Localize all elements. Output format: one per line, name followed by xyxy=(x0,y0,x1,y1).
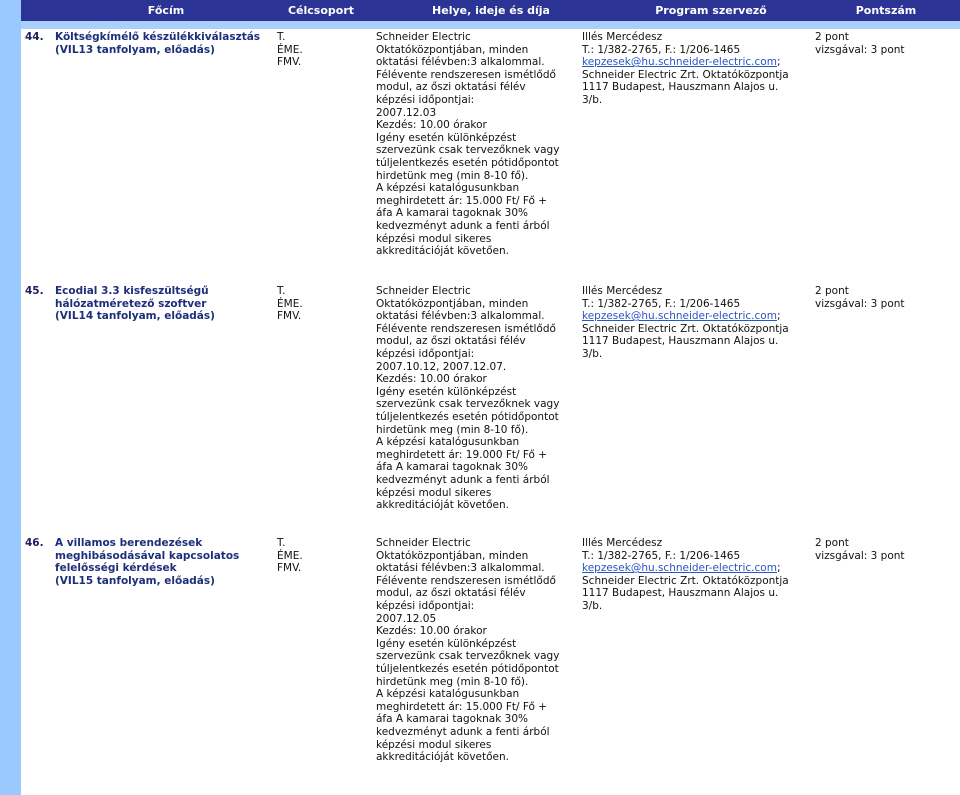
org-address: Schneider Electric Zrt. Oktatóközpontja 1117 Budapest, Hauszmann Alajos u. 3/b. xyxy=(582,322,789,360)
header-subbar xyxy=(21,21,960,29)
table-header xyxy=(21,0,960,21)
org-email-link[interactable]: kepzesek@hu.schneider-electric.com xyxy=(582,56,777,69)
row-title: Ecodial 3.3 kisfeszültségű hálózatméretező szoftver (VIL14 tanfolyam, előadás) xyxy=(55,285,215,323)
left-margin-strip xyxy=(0,0,21,795)
separator: ; xyxy=(776,562,781,575)
row-title: A villamos berendezések meghibásodásával kapcsolatos felelősségi kérdések (VIL15 tanfolyam, előadás) xyxy=(55,537,240,587)
header-helye: Helye, ideje és díja xyxy=(432,4,550,17)
row-place: Schneider Electric Oktatóközpontjában, minden oktatási félévben:3 alkalommal. Félévente rendszeresen ismétlődő modul, az őszi oktatási félév képzési időpontjai: 2007.10.12, 2007.12.07. Kezdés: 10.00 órakor Igény esetén különképzést szervezünk csak tervezőknek vagy túljelentkezés esetén pótidőpontot hirdetünk meg (min 8-10 fő). A képzési katalógusunkban meghirdetett ár: 19.000 Ft/ Fő + áfa A kamarai tagoknak 30% kedvezményt adunk a fenti árból képzési modul sikeres akkreditációját követően. xyxy=(376,285,560,512)
separator: ; xyxy=(776,56,781,69)
org-name: Illés Mercédesz xyxy=(582,31,663,43)
row-number: 46. xyxy=(25,537,44,549)
row-number: 45. xyxy=(25,285,44,297)
org-phone: T.: 1/382-2765, F.: 1/206-1465 xyxy=(582,549,741,562)
org-phone: T.: 1/382-2765, F.: 1/206-1465 xyxy=(582,43,741,56)
org-phone: T.: 1/382-2765, F.: 1/206-1465 xyxy=(582,297,741,310)
org-address: Schneider Electric Zrt. Oktatóközpontja 1117 Budapest, Hauszmann Alajos u. 3/b. xyxy=(582,574,789,612)
separator: ; xyxy=(776,310,781,323)
row-organizer xyxy=(582,31,812,107)
header-szervezo: Program szervező xyxy=(655,4,767,17)
row-target: T. ÉME. FMV. xyxy=(277,537,303,575)
row-title: Költségkímélő készülékkiválasztás (VIL13 tanfolyam, előadás) xyxy=(55,31,261,56)
org-name: Illés Mercédesz xyxy=(582,537,663,549)
header-celcsoport: Célcsoport xyxy=(287,4,355,17)
row-place: Schneider Electric Oktatóközpontjában, minden oktatási félévben:3 alkalommal. Félévente rendszeresen ismétlődő modul, az őszi oktatási félév képzési időpontjai: 2007.12.03 Kezdés: 10.00 órakor Igény esetén különképzést szervezünk csak tervezőknek vagy túljelentkezés esetén pótidőpontot hirdetünk meg (min 8-10 fő). A képzési katalógusunkban meghirdetett ár: 15.000 Ft/ Fő + áfa A kamarai tagoknak 30% kedvezményt adunk a fenti árból képzési modul sikeres akkreditációját követően. xyxy=(376,31,560,258)
row-points: 2 pont vizsgával: 3 pont xyxy=(815,285,905,310)
row-target: T. ÉME. FMV. xyxy=(277,285,303,323)
org-email-link[interactable]: kepzesek@hu.schneider-electric.com xyxy=(582,562,777,575)
row-points: 2 pont vizsgával: 3 pont xyxy=(815,537,905,562)
row-organizer xyxy=(582,537,812,613)
row-target: T. ÉME. FMV. xyxy=(277,31,303,69)
row-place: Schneider Electric Oktatóközpontjában, minden oktatási félévben:3 alkalommal. Félévente rendszeresen ismétlődő modul, az őszi oktatási félév képzési időpontjai: 2007.12.05 Kezdés: 10.00 órakor Igény esetén különképzést szervezünk csak tervezőknek vagy túljelentkezés esetén pótidőpontot hirdetünk meg (min 8-10 fő). A képzési katalógusunkban meghirdetett ár: 15.000 Ft/ Fő + áfa A kamarai tagoknak 30% kedvezményt adunk a fenti árból képzési modul sikeres akkreditációját követően. xyxy=(376,537,560,764)
row-organizer xyxy=(582,285,812,361)
org-address: Schneider Electric Zrt. Oktatóközpontja 1117 Budapest, Hauszmann Alajos u. 3/b. xyxy=(582,68,789,106)
row-points: 2 pont vizsgával: 3 pont xyxy=(815,31,905,56)
header-pontszam: Pontszám xyxy=(855,4,917,17)
header-focim: Főcím xyxy=(147,4,185,17)
row-number: 44. xyxy=(25,31,44,43)
org-name: Illés Mercédesz xyxy=(582,285,663,297)
org-email-link[interactable]: kepzesek@hu.schneider-electric.com xyxy=(582,310,777,323)
